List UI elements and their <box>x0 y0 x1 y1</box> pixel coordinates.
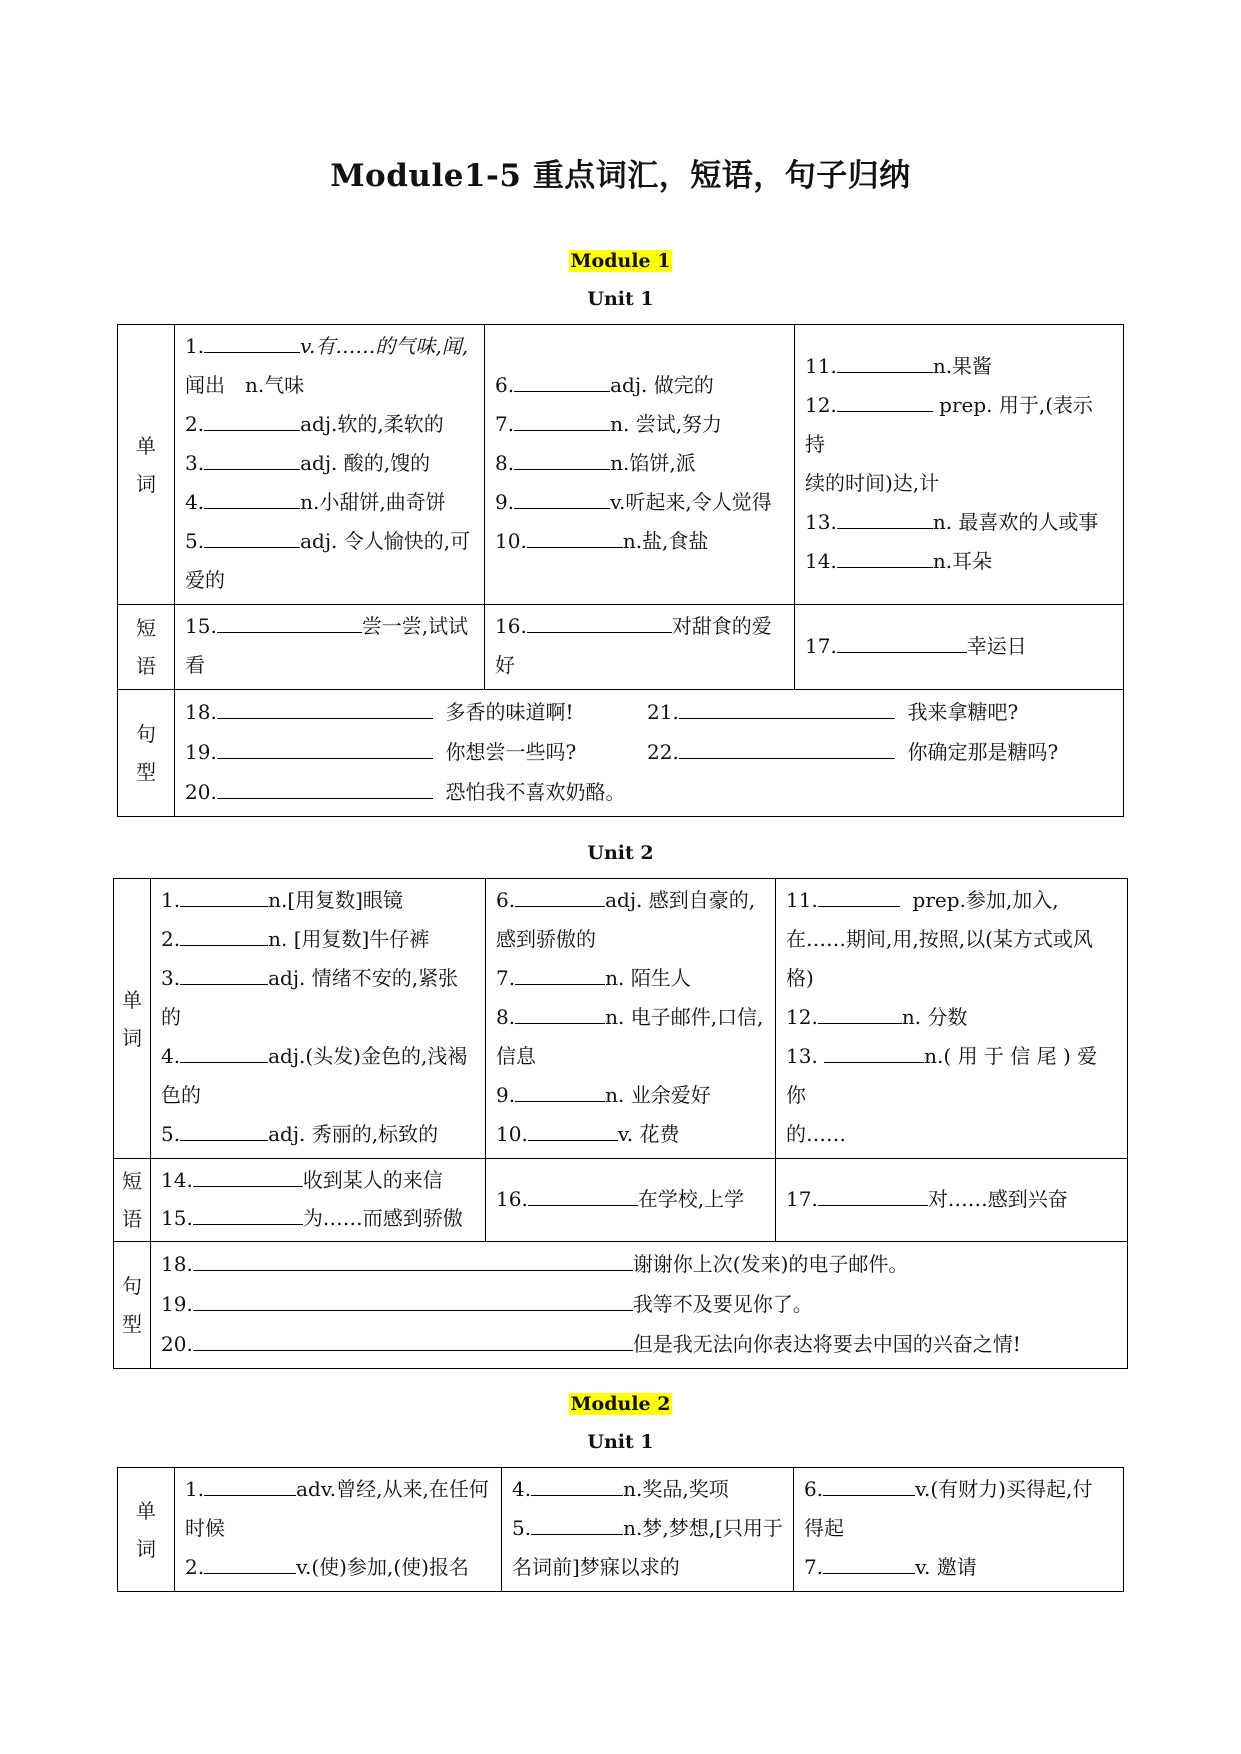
module-heading: Module 1 <box>570 250 671 272</box>
vocab-table-m2-u1 <box>117 1467 1124 1592</box>
page-title: Module1-5 重点词汇，短语，句子归纳 <box>330 158 911 194</box>
word-column-1: 1. n.[用复数]眼镜 2. n. [用复数]牛仔裤 3. adj. 情绪不安的,紧张 的 4. adj.(头发)金色的,浅褐 色的 5. adj. 秀丽的,标致的 <box>151 879 486 1159</box>
phrase-cell: 17. 幸运日 <box>795 605 1124 690</box>
category-words: 单 词 <box>114 879 151 1159</box>
category-sentences: 句 型 <box>118 690 175 817</box>
word-column-3: 11. prep.参加,加入, 在……期间,用,按照,以(某方式或风 格) 12. n. 分数 13. n.( 用 于 信 尾 ) 爱 你 的…… <box>776 879 1128 1159</box>
word-column-2: 4. n.奖品,奖项 5. n.梦,梦想,[只用于 名词前]梦寐以求的 <box>502 1468 794 1592</box>
phrase-cell: 16. 对甜食的爱 好 <box>485 605 795 690</box>
unit-heading: Unit 1 <box>587 288 654 310</box>
word-column-2: 6. adj. 做完的 7. n. 尝试,努力 8. n.馅饼,派 9. v.听起来,令人觉得 10. n.盐,食盐 <box>485 325 795 605</box>
unit-heading: Unit 1 <box>587 1431 654 1453</box>
phrase-cell: 16. 在学校,上学 <box>486 1159 776 1242</box>
phrase-cell: 17. 对……感到兴奋 <box>776 1159 1128 1242</box>
category-sentences: 句 型 <box>114 1242 151 1369</box>
module-heading: Module 2 <box>570 1393 671 1415</box>
word-column-3: 6. v.(有财力)买得起,付 得起 7. v. 邀请 <box>794 1468 1124 1592</box>
category-words: 单 词 <box>118 1468 175 1592</box>
sentence-cell: 18. 谢谢你上次(发来)的电子邮件。 19. 我等不及要见你了。 20. 但是我无法向你表达将要去中国的兴奋之情! <box>151 1242 1128 1369</box>
word-column-1: 1. v.有……的气味,闻, 闻出 n.气味 2. adj.软的,柔软的 3. adj. 酸的,馊的 4. n.小甜饼,曲奇饼 5. adj. 令人愉快的,可 爱的 <box>175 325 485 605</box>
vocab-table-m1-u1 <box>117 324 1124 817</box>
phrase-cell: 15. 尝一尝,试试 看 <box>175 605 485 690</box>
sentence-cell: 18. 多香的味道啊! 21. 我来拿糖吧? 19. 你想尝一些吗? 22. 你确定那是糖吗? 20. 恐怕我不喜欢奶酪。 <box>175 690 1124 817</box>
phrase-cell: 14. 收到某人的来信 15. 为……而感到骄傲 <box>151 1159 486 1242</box>
category-phrases: 短 语 <box>114 1159 151 1242</box>
category-words: 单 词 <box>118 325 175 605</box>
vocab-table-m1-u2 <box>113 878 1128 1369</box>
category-phrases: 短 语 <box>118 605 175 690</box>
word-column-3: 11. n.果酱 12. prep. 用于,(表示持 续的时间)达,计 13. n. 最喜欢的人或事 14. n.耳朵 <box>795 325 1124 605</box>
word-column-1: 1. adv.曾经,从来,在任何 时候 2. v.(使)参加,(使)报名 <box>175 1468 502 1592</box>
word-column-2: 6. adj. 感到自豪的, 感到骄傲的 7. n. 陌生人 8. n. 电子邮件,口信, 信息 9. n. 业余爱好 10. v. 花费 <box>486 879 776 1159</box>
unit-heading: Unit 2 <box>587 842 654 864</box>
